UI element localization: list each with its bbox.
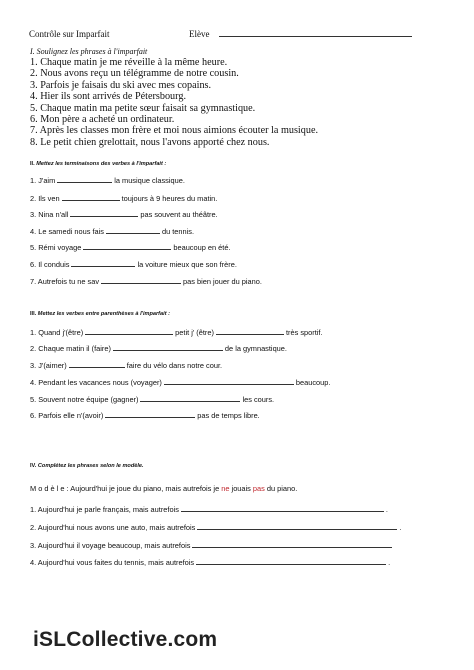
verb-stem: 5. Rémi voyage <box>30 243 82 252</box>
sentence-rest: la musique classique. <box>114 176 185 185</box>
prompt-text: de la gymnastique. <box>224 344 287 353</box>
sentence-item[interactable]: 4. Hier ils sont arrivés de Pétersbourg. <box>30 91 186 103</box>
sentence-item[interactable]: 2. Nous avons reçu un télégramme de notre cousin. <box>30 68 239 80</box>
sentence-period: . <box>399 523 402 532</box>
section-3-instruction: Mettez les verbes entre parenthèses à l'imparfait : <box>37 311 170 317</box>
exercise-row <box>30 540 394 550</box>
sentence-item[interactable]: 5. Chaque matin ma petite sœur faisait sa gymnastique. <box>30 102 256 114</box>
verb-stem: 6. Il conduis <box>30 260 70 269</box>
model-negation-ne: ne <box>221 484 230 493</box>
section-2-number: II. <box>30 161 35 167</box>
worksheet-title: Contrôle sur Imparfait <box>29 29 110 39</box>
verb-blank[interactable] <box>164 377 294 385</box>
verb-stem: 3. Nina n'all <box>30 210 69 219</box>
answer-blank[interactable] <box>196 557 386 565</box>
prompt-text: pas de temps libre. <box>197 411 260 420</box>
sentence-item[interactable]: 3. Parfois je faisais du ski avec mes copains. <box>30 79 212 91</box>
section-2-title <box>30 161 166 167</box>
sentence-rest: la voiture mieux que son frère. <box>137 260 237 269</box>
prompt-text: 3. Aujourd'hui il voyage beaucoup, mais autrefois <box>30 541 191 550</box>
model-end: du piano. <box>266 484 298 493</box>
sentence-item[interactable]: 6. Mon père a acheté un ordinateur. <box>30 114 175 125</box>
exercise-row <box>30 175 185 185</box>
prompt-text: 6. Parfois elle n'(avoir) <box>30 411 104 420</box>
section-3-number: III. <box>30 311 37 317</box>
exercise-row <box>30 557 390 567</box>
section-2-instruction: Mettez les terminaisons des verbes à l'imparfait : <box>36 161 167 167</box>
sentence-item[interactable]: 1. Chaque matin je me réveille à la même heure. <box>30 57 228 68</box>
sentence-period: . <box>385 505 388 514</box>
prompt-text: 2. Aujourd'hui nous avons une auto, mais autrefois <box>30 523 196 532</box>
sentence-rest: pas souvent au théâtre. <box>140 210 218 219</box>
answer-blank[interactable] <box>192 540 392 548</box>
model-negation-pas: pas <box>252 484 265 493</box>
section-4-number: IV. <box>30 463 37 469</box>
model-sentence <box>30 484 297 493</box>
ending-blank[interactable] <box>83 242 171 250</box>
sentence-rest: toujours à 9 heures du matin. <box>121 194 218 203</box>
exercise-row <box>30 504 388 514</box>
prompt-text: les cours. <box>242 395 275 404</box>
prompt-text: très sportif. <box>285 328 323 337</box>
verb-blank[interactable] <box>85 327 173 335</box>
verb-stem: 1. J'aim <box>30 176 56 185</box>
section-4-title <box>30 463 144 469</box>
ending-blank[interactable] <box>57 175 112 183</box>
section-1-title: I. Soulignez les phrases à l'imparfait <box>30 47 148 56</box>
prompt-text: 3. J'(aimer) <box>30 361 67 370</box>
verb-stem: 7. Autrefois tu ne sav <box>30 277 100 286</box>
exercise-row <box>30 522 401 532</box>
sentence-rest: pas bien jouer du piano. <box>183 277 262 286</box>
section-4-instruction: Complétez les phrases selon le modèle. <box>37 463 144 469</box>
sentence-period: . <box>388 558 391 567</box>
exercise-row <box>30 360 222 370</box>
model-text: Aujourd'hui je joue du piano, mais autrefois je <box>70 484 220 493</box>
ending-blank[interactable] <box>106 226 160 234</box>
exercise-row <box>30 276 262 286</box>
prompt-text: 4. Aujourd'hui vous faites du tennis, mais autrefois <box>30 558 195 567</box>
model-verb: jouais <box>231 484 251 493</box>
exercise-row <box>30 377 330 387</box>
student-name-field[interactable] <box>219 36 412 37</box>
verb-stem: 2. Ils ven <box>30 194 60 203</box>
section-3-title <box>30 311 170 317</box>
exercise-row <box>30 394 274 404</box>
ending-blank[interactable] <box>62 193 120 201</box>
verb-blank[interactable] <box>69 360 125 368</box>
prompt-text: beaucoup. <box>295 378 331 387</box>
verb-blank[interactable] <box>216 327 284 335</box>
exercise-row <box>30 209 218 219</box>
prompt-text: 1. Quand j'(être) <box>30 328 84 337</box>
verb-blank[interactable] <box>113 343 223 351</box>
prompt-text: petit j' (être) <box>175 328 214 337</box>
sentence-rest: beaucoup en été. <box>173 243 231 252</box>
exercise-row <box>30 327 323 337</box>
exercise-row <box>30 343 287 353</box>
brand-watermark: iSLCollective.com <box>33 628 218 651</box>
sentence-item[interactable]: 7. Après les classes mon frère et moi nous aimions écouter la musique. <box>30 125 319 137</box>
prompt-text: 1. Aujourd'hui je parle français, mais autrefois <box>30 505 179 514</box>
verb-blank[interactable] <box>105 410 195 418</box>
exercise-row <box>30 259 237 269</box>
exercise-row <box>30 193 217 203</box>
student-label: Elève <box>189 29 210 39</box>
answer-blank[interactable] <box>197 522 397 530</box>
ending-blank[interactable] <box>70 209 138 217</box>
verb-blank[interactable] <box>140 394 240 402</box>
ending-blank[interactable] <box>71 259 135 267</box>
model-label: M o d è l e : <box>30 484 69 493</box>
ending-blank[interactable] <box>101 276 181 284</box>
answer-blank[interactable] <box>181 504 384 512</box>
exercise-row <box>30 410 260 420</box>
sentence-rest: du tennis. <box>161 227 195 236</box>
prompt-text: 4. Pendant les vacances nous (voyager) <box>30 378 162 387</box>
verb-stem: 4. Le samedi nous fais <box>30 227 104 236</box>
prompt-text: 2. Chaque matin il (faire) <box>30 344 111 353</box>
sentence-item[interactable]: 8. Le petit chien grelottait, nous l'avons apporté chez nous. <box>30 136 270 148</box>
exercise-row <box>30 242 230 252</box>
exercise-row <box>30 226 194 236</box>
prompt-text: faire du vélo dans notre cour. <box>126 361 223 370</box>
prompt-text: 5. Souvent notre équipe (gagner) <box>30 395 139 404</box>
